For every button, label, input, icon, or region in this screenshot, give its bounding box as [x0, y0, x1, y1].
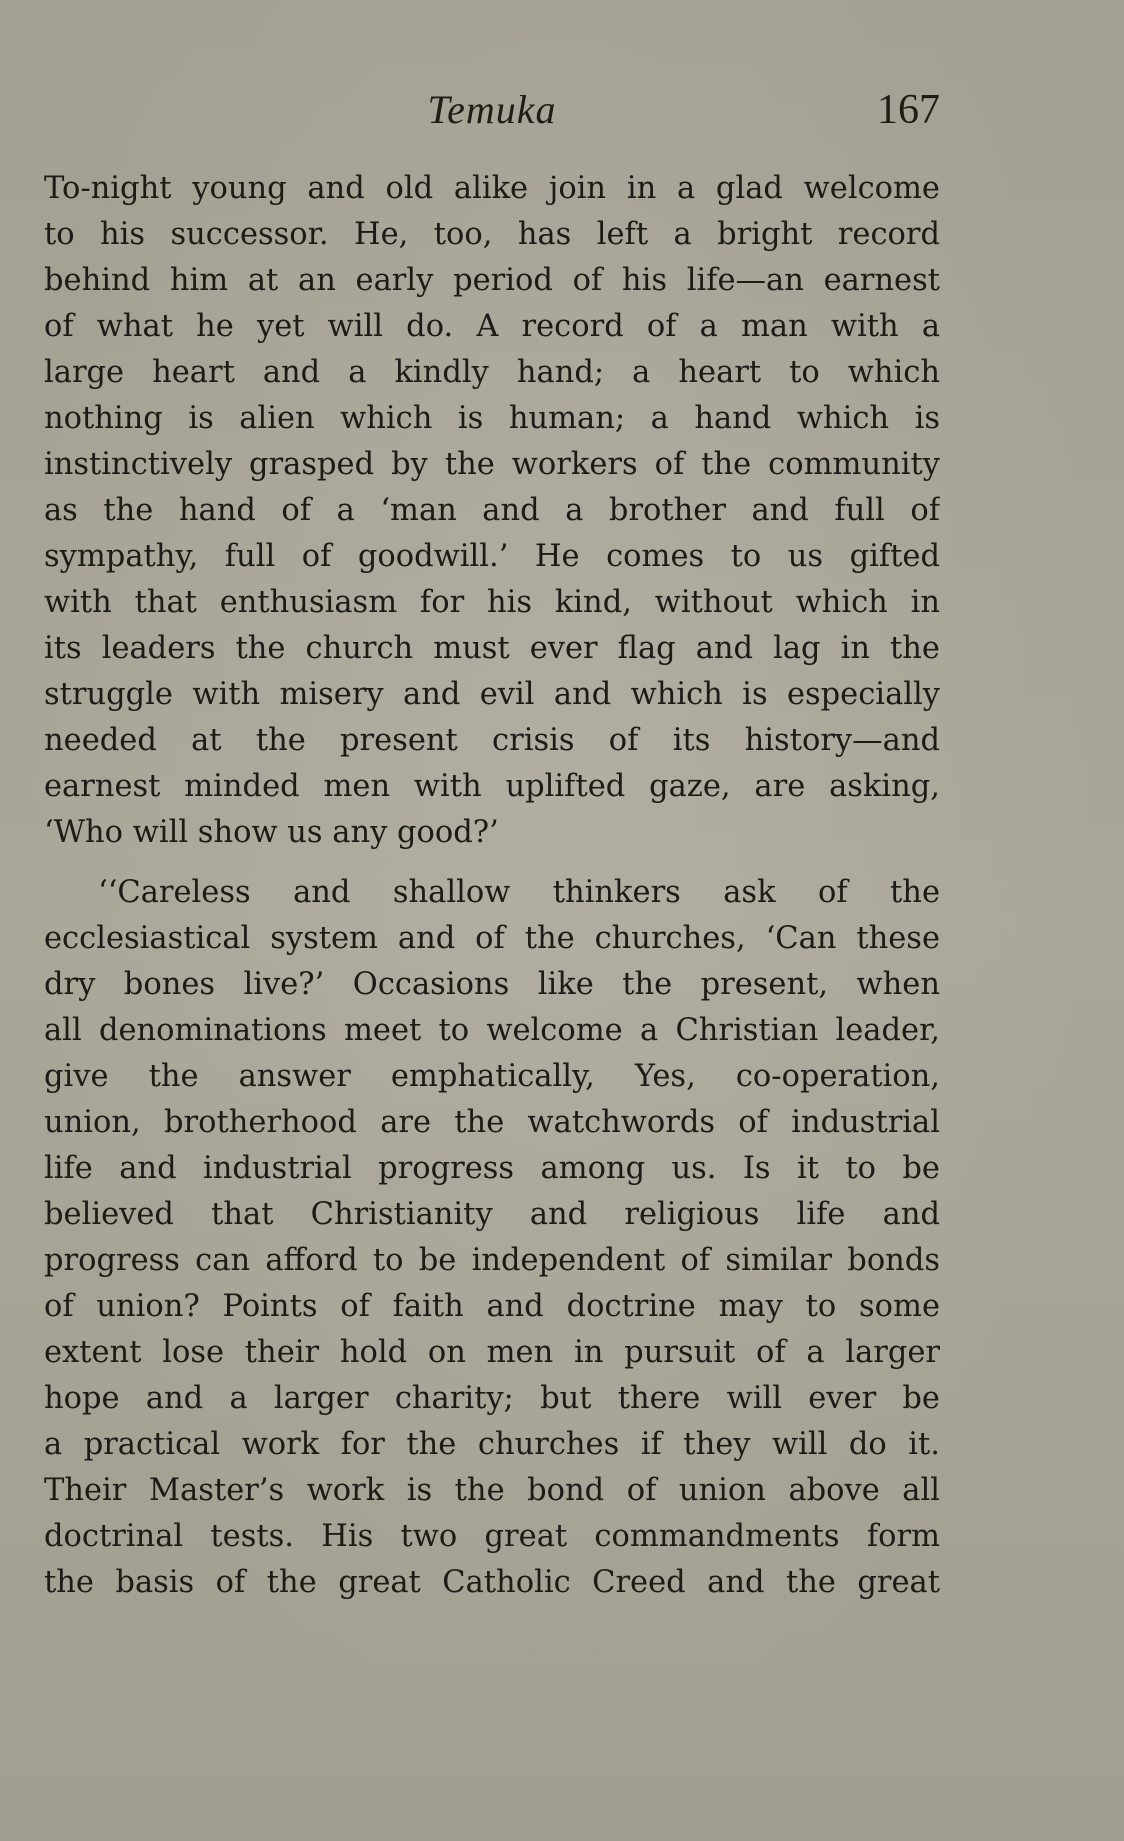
paragraph-spacer [44, 856, 940, 870]
text-line: union, brotherhood are the watchwords of industrial [44, 1105, 940, 1140]
text-line: struggle with misery and evil and which is especially [44, 677, 940, 712]
text-line: to his successor. He, too, has left a bright record [44, 217, 940, 252]
page-number: 167 [877, 87, 940, 133]
running-title: Temuka [427, 87, 557, 132]
text-line: instinctively grasped by the workers of the community [44, 447, 940, 482]
paragraph-1 [44, 166, 940, 856]
text-line: ecclesiastical system and of the churches, ‘Can these [44, 921, 940, 956]
text-line: doctrinal tests. His two great commandments form [44, 1519, 940, 1554]
text-line: behind him at an early period of his life—an earnest [44, 263, 940, 298]
paragraph-2 [44, 870, 940, 1606]
text-line: of what he yet will do. A record of a man with a [44, 309, 940, 344]
text-line: all denominations meet to welcome a Christian leader, [44, 1013, 940, 1048]
text-line: dry bones live?’ Occasions like the present, when [44, 967, 940, 1002]
text-line: the basis of the great Catholic Creed and the great [44, 1565, 940, 1600]
text-line: nothing is alien which is human; a hand which is [44, 401, 940, 436]
text-line: as the hand of a ‘man and a brother and full of [44, 493, 940, 528]
text-line: its leaders the church must ever flag and lag in the [44, 631, 940, 666]
text-line: believed that Christianity and religious life and [44, 1197, 940, 1232]
text-line: sympathy, full of goodwill.’ He comes to us gifted [44, 539, 940, 574]
running-head [44, 86, 940, 136]
text-line: extent lose their hold on men in pursuit of a larger [44, 1335, 940, 1370]
text-line: progress can afford to be independent of similar bonds [44, 1243, 940, 1278]
text-line: with that enthusiasm for his kind, without which in [44, 585, 940, 620]
text-line: life and industrial progress among us. Is it to be [44, 1151, 940, 1186]
text-line: a practical work for the churches if they will do it. [44, 1427, 940, 1462]
text-line: ‘‘Careless and shallow thinkers ask of the [98, 875, 940, 910]
body-text [44, 166, 940, 1606]
text-line: ‘Who will show us any good?’ [44, 815, 499, 850]
text-line: Their Master’s work is the bond of union above all [44, 1473, 940, 1508]
text-line: earnest minded men with uplifted gaze, are asking, [44, 769, 940, 804]
text-line: hope and a larger charity; but there will ever be [44, 1381, 940, 1416]
text-line: of union? Points of faith and doctrine may to some [44, 1289, 940, 1324]
text-line: To-night young and old alike join in a glad welcome [44, 171, 940, 206]
text-line: needed at the present crisis of its history—and [44, 723, 940, 758]
text-line: large heart and a kindly hand; a heart to which [44, 355, 940, 390]
text-line: give the answer emphatically, Yes, co-operation, [44, 1059, 940, 1094]
